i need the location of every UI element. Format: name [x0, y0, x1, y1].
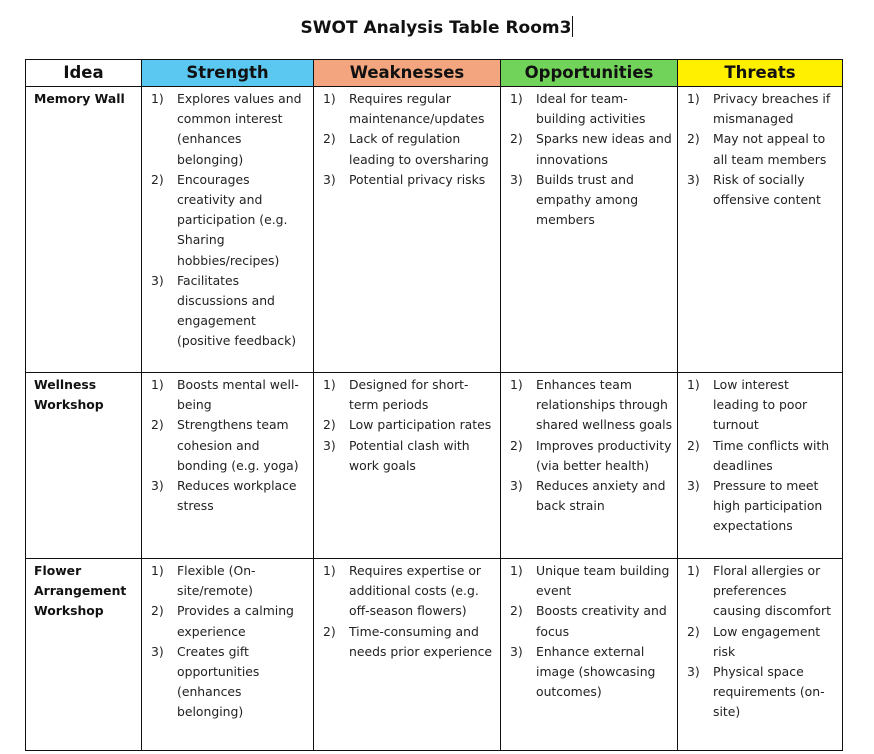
strength-list: [147, 375, 309, 516]
strength-list: [147, 561, 309, 723]
opportunities-list: [506, 89, 673, 230]
header-threats: Threats: [678, 60, 843, 87]
list-item-text: Time conflicts with deadlines: [713, 437, 830, 473]
list-item-text: Flexible (On-site/remote): [177, 563, 256, 599]
list-item-text: Privacy breaches if mismanaged: [713, 91, 831, 127]
list-item-number: 2): [151, 171, 164, 187]
header-opportunities: Opportunities: [501, 60, 678, 87]
weaknesses-list: [319, 561, 496, 662]
list-item-text: Potential privacy risks: [349, 171, 486, 187]
list-item-number: 1): [510, 377, 523, 392]
text-cursor: [572, 16, 573, 37]
list-item-text: Encourages creativity and participation (e.g. Sharing hobbies/recipes): [177, 171, 288, 268]
list-item: [506, 89, 673, 129]
list-item: [506, 601, 673, 641]
opportunities-cell: [501, 87, 678, 373]
table-body: [26, 87, 843, 751]
list-item-text: Lack of regulation leading to oversharing: [349, 131, 489, 167]
list-item-number: 2): [323, 417, 336, 433]
weaknesses-list: [319, 375, 496, 476]
header-strength: Strength: [142, 60, 314, 87]
list-item-text: Requires regular maintenance/updates: [349, 91, 485, 127]
weaknesses-cell: [314, 559, 501, 751]
list-item-number: 1): [323, 91, 336, 106]
threats-list: [683, 375, 838, 537]
list-item-text: Ideal for team-building activities: [536, 91, 646, 127]
list-item-number: 1): [687, 563, 700, 578]
list-item-text: Explores values and common interest (enhances belonging): [177, 91, 302, 167]
strength-cell: [142, 559, 314, 751]
list-item: [506, 476, 673, 516]
strength-cell: [142, 87, 314, 373]
list-item-text: Reduces anxiety and back strain: [536, 478, 666, 514]
opportunities-cell: [501, 373, 678, 559]
list-item-number: 1): [323, 563, 336, 578]
list-item-text: Physical space requirements (on-site): [713, 664, 825, 720]
list-item: [683, 89, 838, 129]
list-item-number: 3): [510, 171, 523, 187]
list-item-text: Enhance external image (showcasing outcomes): [536, 643, 656, 700]
list-item: [506, 561, 673, 601]
list-item: [147, 561, 309, 601]
list-item-number: 2): [151, 417, 164, 433]
list-item-text: Strengthens team cohesion and bonding (e.g. yoga): [177, 417, 299, 473]
list-item: [683, 662, 838, 723]
threats-cell: [678, 87, 843, 373]
list-item: [506, 642, 673, 703]
list-item-text: Facilitates discussions and engagement (positive feedback): [177, 272, 297, 349]
list-item-text: Builds trust and empathy among members: [536, 171, 639, 228]
list-item: [147, 415, 309, 476]
list-item-text: Requires expertise or additional costs (e.g. off-season flowers): [349, 563, 481, 619]
weaknesses-list: [319, 89, 496, 190]
list-item-text: Boosts creativity and focus: [536, 603, 667, 639]
list-item-number: 2): [323, 131, 336, 147]
list-item-number: 3): [510, 478, 523, 494]
list-item: [683, 170, 838, 210]
list-item-number: 3): [510, 643, 523, 659]
table-row: [26, 559, 843, 751]
list-item: [506, 170, 673, 231]
list-item-number: 3): [323, 437, 336, 453]
list-item: [319, 622, 496, 662]
list-item: [683, 375, 838, 436]
header-weaknesses: Weaknesses: [314, 60, 501, 87]
list-item: [319, 436, 496, 476]
list-item: [683, 129, 838, 169]
list-item: [683, 561, 838, 622]
idea-cell: Wellness Workshop: [26, 373, 142, 559]
list-item-text: Sparks new ideas and innovations: [536, 131, 672, 167]
list-item-text: Designed for short-term periods: [349, 377, 469, 413]
list-item-number: 2): [510, 437, 523, 453]
list-item: [147, 601, 309, 641]
list-item-number: 3): [687, 171, 700, 187]
list-item: [683, 436, 838, 476]
list-item: [506, 129, 673, 169]
list-item-text: Pressure to meet high participation expectations: [713, 478, 823, 534]
list-item: [147, 476, 309, 516]
list-item-number: 2): [687, 437, 700, 453]
threats-cell: [678, 373, 843, 559]
list-item-text: Risk of socially offensive content: [713, 171, 821, 208]
list-item-text: Low participation rates: [349, 417, 492, 433]
list-item-number: 3): [151, 272, 164, 288]
list-item-number: 1): [510, 91, 523, 106]
table-row: [26, 373, 843, 559]
list-item: [147, 89, 309, 170]
list-item-text: Reduces workplace stress: [177, 478, 297, 514]
list-item-number: 3): [151, 643, 164, 659]
strength-cell: [142, 373, 314, 559]
document-title[interactable]: [0, 16, 874, 38]
list-item-number: 2): [151, 603, 164, 619]
list-item-text: Boosts mental well-being: [177, 377, 299, 413]
list-item-text: Low engagement risk: [713, 623, 821, 659]
list-item: [683, 476, 838, 537]
opportunities-list: [506, 561, 673, 702]
opportunities-list: [506, 375, 673, 516]
table-row: [26, 87, 843, 373]
list-item: [319, 170, 496, 190]
list-item-number: 1): [151, 377, 164, 392]
list-item-number: 3): [323, 171, 336, 187]
list-item-text: Potential clash with work goals: [349, 437, 470, 473]
list-item: [506, 375, 673, 436]
list-item-number: 1): [687, 91, 700, 106]
weaknesses-cell: [314, 373, 501, 559]
list-item: [319, 415, 496, 435]
list-item-number: 3): [687, 478, 700, 494]
list-item-number: 1): [151, 91, 164, 106]
document-title-text: SWOT Analysis Table Room3: [300, 18, 572, 38]
idea-cell: Flower Arrangement Workshop: [26, 559, 142, 751]
idea-cell: Memory Wall: [26, 87, 142, 373]
list-item-text: Provides a calming experience: [177, 603, 294, 639]
list-item-text: Improves productivity (via better health): [536, 437, 672, 473]
list-item-number: 1): [687, 377, 700, 392]
list-item-number: 2): [687, 131, 700, 147]
list-item-number: 2): [510, 131, 523, 147]
list-item-text: Enhances team relationships through shared wellness goals: [536, 377, 673, 433]
list-item: [506, 436, 673, 476]
list-item-number: 1): [151, 563, 164, 578]
list-item-number: 3): [151, 478, 164, 494]
threats-list: [683, 561, 838, 723]
list-item-number: 2): [510, 603, 523, 619]
list-item: [319, 375, 496, 415]
list-item-text: Time-consuming and needs prior experience: [349, 623, 493, 659]
list-item-number: 1): [510, 563, 523, 578]
threats-list: [683, 89, 838, 210]
list-item-text: Creates gift opportunities (enhances belonging): [177, 643, 260, 720]
list-item: [147, 375, 309, 415]
weaknesses-cell: [314, 87, 501, 373]
strength-list: [147, 89, 309, 352]
opportunities-cell: [501, 559, 678, 751]
list-item-text: Low interest leading to poor turnout: [713, 377, 808, 433]
list-item: [147, 271, 309, 352]
list-item-text: Floral allergies or preferences causing discomfort: [713, 563, 831, 619]
list-item-number: 3): [687, 664, 700, 680]
list-item: [319, 561, 496, 622]
list-item-number: 2): [323, 623, 336, 639]
table-header-row: [26, 60, 843, 87]
list-item: [147, 642, 309, 723]
threats-cell: [678, 559, 843, 751]
list-item: [683, 622, 838, 662]
list-item-number: 1): [323, 377, 336, 392]
header-idea: Idea: [26, 60, 142, 87]
list-item-text: May not appeal to all team members: [713, 131, 827, 167]
list-item-number: 2): [687, 623, 700, 639]
list-item: [319, 129, 496, 169]
list-item-text: Unique team building event: [536, 563, 670, 599]
list-item: [319, 89, 496, 129]
list-item: [147, 170, 309, 271]
swot-table: [25, 59, 843, 751]
